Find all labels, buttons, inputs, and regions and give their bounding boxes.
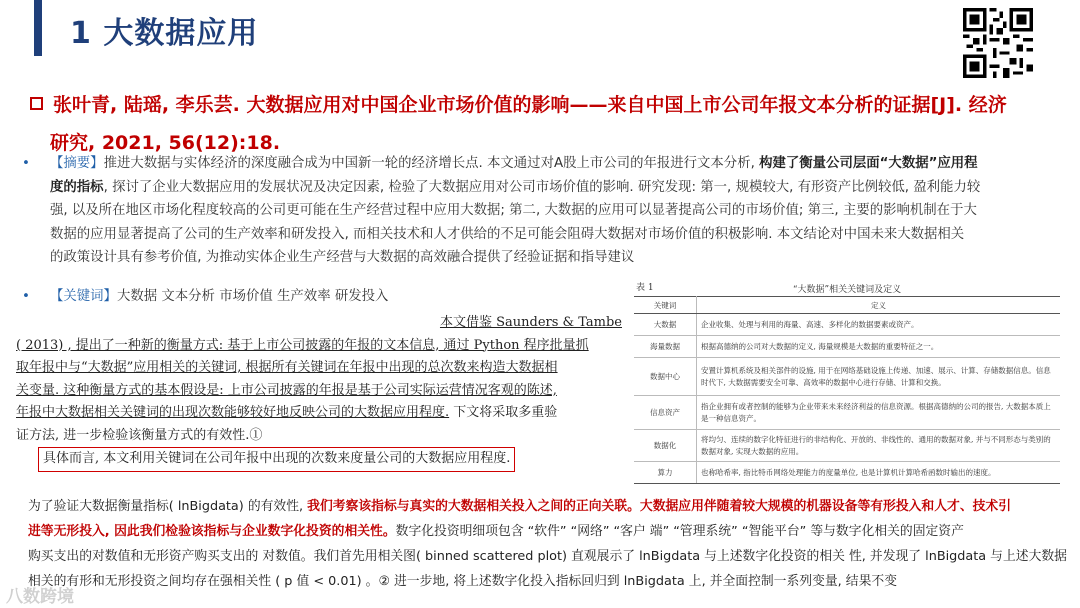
table-row bbox=[634, 314, 1060, 336]
summary-highlight-2: 进等无形投入, 因此我们检验该指标与企业数字化投资的相关性。 bbox=[28, 524, 396, 539]
abstract-lead: 【摘要】 bbox=[50, 156, 104, 171]
table-cell-definition: 指企业拥有或者控制的能够为企业带来未来经济利益的信息资源。根据高德纳的公司的报告, 大数据本质上是一种信息资产。 bbox=[697, 396, 1061, 430]
table-cell-keyword: 海量数据 bbox=[634, 336, 697, 358]
citation-line-2: 研究, 2021, 56(12):18. bbox=[50, 132, 281, 154]
summary-text-3: 购买支出的对数值和无形资产购买支出的 对数值。我们首先用相关图( binned scattered plot) 直观展示了 lnBigdata 与上述数字化投资的相关 性, 并发现了 lnBigdata 与上述大数据 bbox=[28, 549, 1067, 564]
table-row bbox=[634, 396, 1060, 430]
abstract-text-4: 数据的应用显著提高了公司的生产效率和研发投入, 而相关技术和人才供给的不足可能会阻碍大数据对市场价值的积极影响. 本文结论对中国未来大数据相关 bbox=[50, 226, 965, 242]
summary-paragraph bbox=[28, 494, 1068, 594]
table-cell-definition: 也称哈希率, 指比特币网络处理能力的度量单位, 也是计算机计算哈希函数时输出的速度。 bbox=[697, 462, 1061, 484]
summary-text-4: 相关的有形和无形投资之间均存在强相关性 ( p 值 < 0.01) 。② 进一步地, 将上述数字化投入指标回归到 lnBigdata 上, 并全面控制一系列变量, 结果不变 bbox=[28, 574, 897, 589]
excerpt-line-6: 证方法, 进一步检验该衡量方式的有效性.① bbox=[16, 427, 263, 443]
citation-line-1: 张叶青, 陆瑶, 李乐芸. 大数据应用对中国企业市场价值的影响——来自中国上市公司年报文本分析的证据[J]. 经济 bbox=[53, 94, 1007, 116]
excerpt-line-5a: 年报中大数据相关关键词的出现次数能够较好地反映公司的大数据应用程度. bbox=[16, 405, 450, 420]
excerpt-line-1: 本文借鉴 Saunders & Tambe bbox=[439, 315, 622, 330]
abstract-text-5: 的政策设计具有参考价值, 为推动实体企业生产经营与大数据的高效融合提供了经验证据和指导建议 bbox=[50, 250, 635, 265]
table-row bbox=[634, 336, 1060, 358]
keywords-lead: 【关键词】 bbox=[50, 289, 117, 304]
title-accent-bar bbox=[34, 0, 42, 56]
keywords-text: 大数据 文本分析 市场价值 生产效率 研发投入 bbox=[116, 289, 389, 304]
summary-text-1: 为了验证大数据衡量指标( lnBigdata) 的有效性, bbox=[28, 499, 308, 514]
excerpt-line-2: ( 2013) , 提出了一种新的衡量方式: 基于上市公司披露的年报的文本信息, 通过 Python 程序批量抓 bbox=[16, 337, 589, 353]
abstract-bold-1: 构建了衡量公司层面“大数据”应用程 bbox=[759, 156, 978, 171]
abstract-bold-2: 度的指标 bbox=[50, 179, 104, 195]
paper-excerpt bbox=[16, 312, 622, 472]
keyword-table bbox=[634, 276, 1060, 476]
excerpt-line-3: 取年报中与“大数据”应用相关的关键词, 根据所有关键词在年报中出现的总次数来构造大数据相 bbox=[16, 360, 558, 375]
table-header-keyword: 关键词 bbox=[634, 297, 697, 314]
abstract-text-3: 强, 以及所在地区市场化程度较高的公司更可能在生产经营过程中应用大数据; 第二, 大数据的应用可以显著提高公司的市场价值; 第三, 主要的影响机制在于大 bbox=[50, 203, 977, 218]
table-cell-keyword: 数据化 bbox=[634, 430, 697, 462]
bullet-icon: • bbox=[22, 289, 30, 304]
table-row bbox=[634, 462, 1060, 484]
table-header-definition: 定义 bbox=[697, 297, 1061, 314]
table-row bbox=[634, 430, 1060, 462]
table-cell-definition: 根据高德纳的公司对大数据的定义, 海量规模是大数据的重要特征之一。 bbox=[697, 336, 1061, 358]
table-cell-keyword: 大数据 bbox=[634, 314, 697, 336]
square-bullet-icon bbox=[30, 97, 43, 110]
table-cell-definition: 安置计算机系统及相关部件的设施, 用于在网络基础设施上传递、加速、展示、计算、存储数据信息。信息时代下, 大数据需要安全可靠、高效率的数据中心进行存储、计算和交换。 bbox=[697, 358, 1061, 396]
abstract-text-2: , 探讨了企业大数据应用的发展状况及决定因素, 检验了大数据应用对公司市场价值的影响. 研究发现: 第一, 规模较大, 有形资产比例较低, 盈利能力较 bbox=[103, 179, 981, 195]
summary-text-2: 数字化投资明细项包含 “软件” “网络” “客户 端” “管理系统” “智能平台” 等与数字化相关的固定资产 bbox=[395, 524, 964, 539]
table-cell-keyword: 算力 bbox=[634, 462, 697, 484]
summary-highlight-1: 我们考察该指标与真实的大数据相关投入之间的正向关联。大数据应用伴随着较大规模的机器设备等有形投入和人才、技术引 bbox=[307, 499, 1011, 514]
excerpt-boxed-line: 具体而言, 本文利用关键词在公司年报中出现的次数来度量公司的大数据应用程度. bbox=[38, 447, 515, 472]
excerpt-line-4: 关变量. 这种衡量方式的基本假设是: 上市公司披露的年报是基于公司实际运营情况客观的陈述, bbox=[16, 382, 557, 398]
keywords-line bbox=[22, 285, 388, 304]
table-cell-definition: 将均匀、连续的数字化特征进行的非结构化、开放的、非线性的、通用的数据对象, 并与不同形态与类别的数据对象, 实现大数据的应用。 bbox=[697, 430, 1061, 462]
table-cell-keyword: 信息资产 bbox=[634, 396, 697, 430]
table-row bbox=[634, 358, 1060, 396]
excerpt-line-5b: 下文将采取多重验 bbox=[449, 405, 558, 420]
watermark: 八数跨境 bbox=[6, 587, 74, 607]
table-cell-definition: 企业收集、处理与利用的海量、高速、多样化的数据要素或资产。 bbox=[697, 314, 1061, 336]
bullet-icon: • bbox=[22, 156, 30, 171]
citation-reference bbox=[30, 86, 1060, 162]
table-caption: 表 1 bbox=[636, 283, 654, 293]
table-cell-keyword: 数据中心 bbox=[634, 358, 697, 396]
abstract-paragraph bbox=[22, 152, 1062, 270]
qr-code-icon bbox=[962, 8, 1034, 78]
table-title: “大数据”相关关键词及定义 bbox=[792, 285, 902, 295]
page-title: 1 大数据应用 bbox=[70, 16, 259, 51]
abstract-text-1: 推进大数据与实体经济的深度融合成为中国新一轮的经济增长点. 本文通过对A股上市公司的年报进行文本分析, bbox=[103, 156, 760, 171]
